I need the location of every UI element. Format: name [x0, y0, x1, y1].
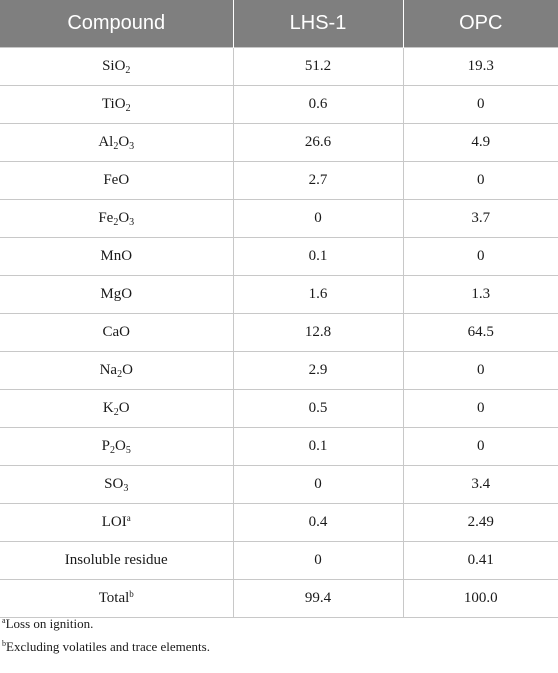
opc-cell: 3.4 — [403, 466, 558, 504]
compound-cell: CaO — [0, 314, 233, 352]
lhs1-cell: 99.4 — [233, 580, 403, 618]
compound-cell: MgO — [0, 276, 233, 314]
table-row — [0, 390, 558, 428]
footnote: $^a$Loss on ignition. — [2, 616, 94, 631]
table-row — [0, 48, 558, 86]
opc-cell: 4.9 — [403, 124, 558, 162]
table-row — [0, 124, 558, 162]
header-lhs1: LHS-1 — [233, 0, 403, 48]
opc-cell: 1.3 — [403, 276, 558, 314]
opc-cell: 19.3 — [403, 48, 558, 86]
table-footnotes — [2, 612, 210, 658]
table-row — [0, 200, 558, 238]
lhs1-cell: 2.7 — [233, 162, 403, 200]
opc-cell: 0 — [403, 390, 558, 428]
header-opc: OPC — [403, 0, 558, 48]
opc-cell: 64.5 — [403, 314, 558, 352]
compound-cell: Insoluble residue — [0, 542, 233, 580]
header-row — [0, 0, 558, 48]
header-compound: Compound — [0, 0, 233, 48]
footnote: $^b$Excluding volatiles and trace elements. — [2, 639, 210, 654]
compound-cell: SiO$_2$ — [0, 48, 233, 86]
compound-cell: TiO$_2$ — [0, 86, 233, 124]
compound-cell: FeO — [0, 162, 233, 200]
table-row — [0, 504, 558, 542]
compound-cell: $K_2O$ — [0, 390, 233, 428]
lhs1-cell: 51.2 — [233, 48, 403, 86]
table-row — [0, 314, 558, 352]
opc-cell: 3.7 — [403, 200, 558, 238]
lhs1-cell: 0 — [233, 542, 403, 580]
lhs1-cell: 12.8 — [233, 314, 403, 352]
table-row — [0, 162, 558, 200]
opc-cell: 0 — [403, 352, 558, 390]
lhs1-cell: 0 — [233, 466, 403, 504]
table-row — [0, 352, 558, 390]
compound-cell: LOI$^a$ — [0, 504, 233, 542]
compound-cell: $P_2O_5$ — [0, 428, 233, 466]
opc-cell: 0 — [403, 162, 558, 200]
opc-cell: 0 — [403, 86, 558, 124]
compound-cell: Total$^b$ — [0, 580, 233, 618]
table-row — [0, 86, 558, 124]
lhs1-cell: 0.5 — [233, 390, 403, 428]
lhs1-cell: 0.4 — [233, 504, 403, 542]
opc-cell: 0 — [403, 428, 558, 466]
lhs1-cell: 0.1 — [233, 428, 403, 466]
lhs1-cell: 1.6 — [233, 276, 403, 314]
compound-cell: $Fe_2O_3$ — [0, 200, 233, 238]
lhs1-cell: 2.9 — [233, 352, 403, 390]
table-row — [0, 466, 558, 504]
table-row — [0, 238, 558, 276]
compound-cell: $Na_2O$ — [0, 352, 233, 390]
lhs1-cell: 0 — [233, 200, 403, 238]
table-row — [0, 276, 558, 314]
opc-cell: 100.0 — [403, 580, 558, 618]
lhs1-cell: 0.6 — [233, 86, 403, 124]
lhs1-cell: 26.6 — [233, 124, 403, 162]
table-row — [0, 428, 558, 466]
opc-cell: 0 — [403, 238, 558, 276]
compound-cell: $Al_2O_3$ — [0, 124, 233, 162]
opc-cell: 0.41 — [403, 542, 558, 580]
table-row — [0, 542, 558, 580]
opc-cell: 2.49 — [403, 504, 558, 542]
compound-cell: MnO — [0, 238, 233, 276]
lhs1-cell: 0.1 — [233, 238, 403, 276]
compound-cell: $SO_3$ — [0, 466, 233, 504]
